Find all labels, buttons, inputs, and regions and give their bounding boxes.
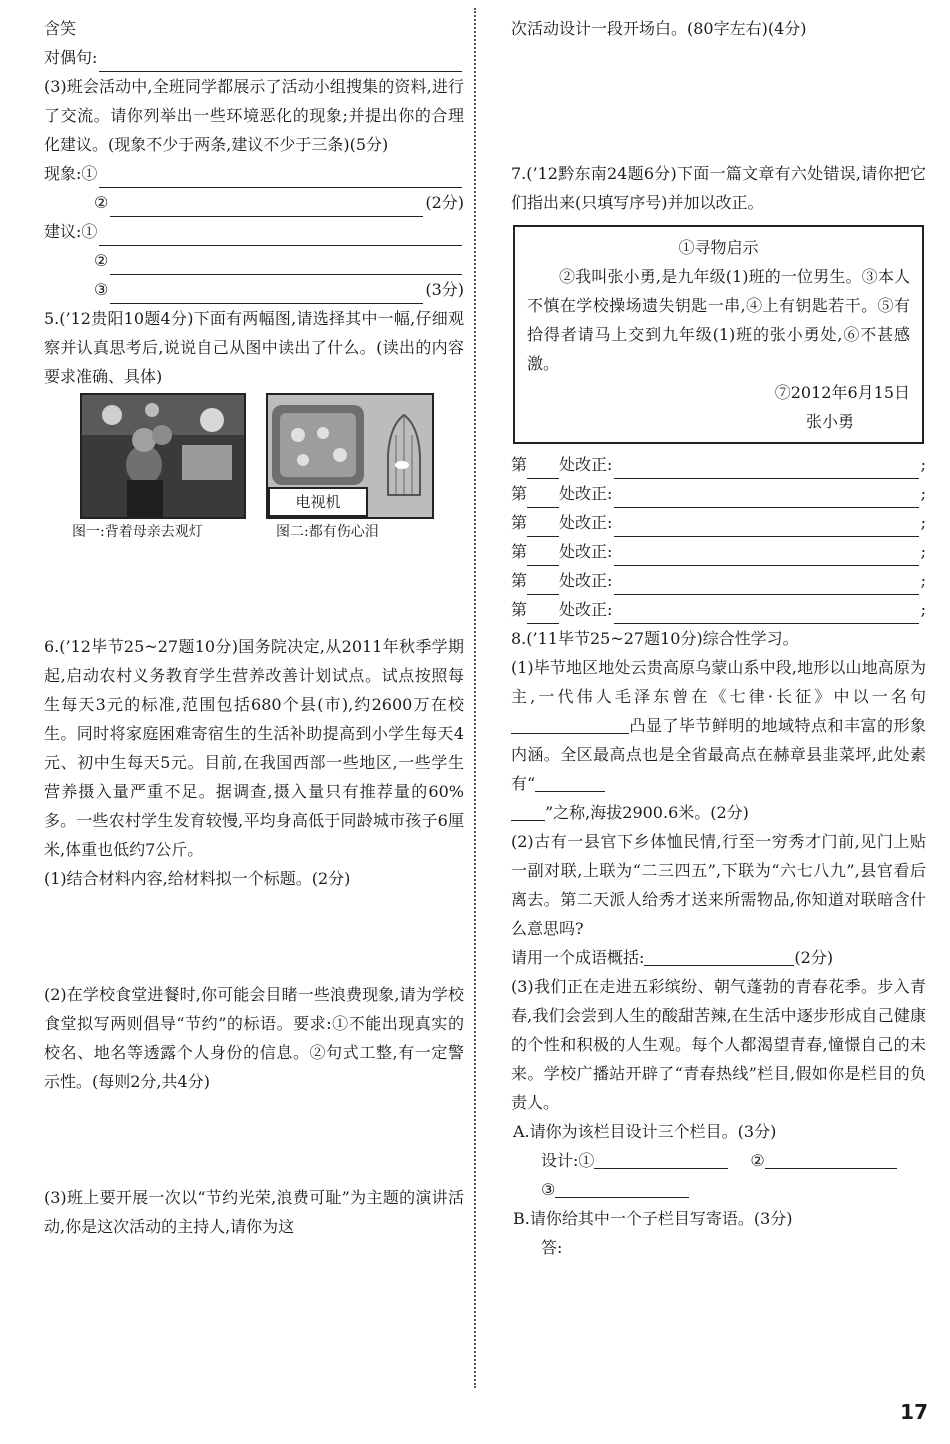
question-6-3-cont: 次活动设计一段开场白。(80字左右)(4分) xyxy=(511,19,807,38)
question-6: 6.(’12毕节25~27题10分)国务院决定,从2011年秋季学期起,启动农村义务教育学生营养改善计划试点。试点按照每生每天3元的标准,范围包括680个县(市),约2600万在校生。同时将家庭困难寄宿生的生活补助提高到小学生每天4元、初中生每天5元。目前,在我国西部一些地区,一些学生营养摄入量严重不足。据调查,摄入量只有推荐量的60%多。一些农村学生发育较慢,平均身高低于同龄城市孩子6厘米,体重也低约7公斤。 xyxy=(44,637,464,859)
correction-blank-4[interactable] xyxy=(614,545,918,566)
question-8-3-b: B.请你给其中一个子栏目写寄语。(3分) xyxy=(513,1209,793,1228)
phenomenon-blank-1[interactable] xyxy=(99,167,462,188)
correction-blank-5[interactable] xyxy=(614,574,918,595)
suggestion-line-3: ③ (3分) xyxy=(44,275,464,304)
correction-line-2: 第 处改正: ; xyxy=(511,479,926,508)
design-blank-3[interactable] xyxy=(555,1177,689,1198)
lost-notice-box xyxy=(513,225,924,444)
picture-2-label: 电视机 xyxy=(268,487,368,517)
picture-pair xyxy=(44,393,464,545)
correction-no-6[interactable] xyxy=(527,603,559,624)
correction-no-5[interactable] xyxy=(527,574,559,595)
right-column xyxy=(511,14,926,1262)
question-6-2: (2)在学校食堂进餐时,你可能会目睹一些浪费现象,请为学校食堂拟写两则倡导“节约”的标语。要求:①不能出现真实的校名、地名等透露个人身份的信息。②句式工整,有一定警示性。(每则2分,共4分) xyxy=(44,985,464,1091)
question-8-3-a: A.请你为该栏目设计三个栏目。(3分) xyxy=(513,1122,777,1141)
column-divider xyxy=(474,8,476,1388)
question-5: 5.(’12贵阳10题4分)下面有两幅图,请选择其中一幅,仔细观察并认真思考后,说说自己从图中读出了什么。(读出的内容要求准确、具体) xyxy=(44,309,464,386)
nickname-blank-b[interactable] xyxy=(511,800,545,821)
design-line-1: 设计:① ② xyxy=(511,1146,926,1175)
notice-title: ①寻物启示 xyxy=(678,238,759,257)
question-8: 8.(’11毕节25~27题10分)综合性学习。 xyxy=(511,629,799,648)
question-8-1: (1)毕节地区地处云贵高原乌蒙山系中段,地形以山地高原为主,一代伟人毛泽东曾在《七律·长征》中以一名句凸显了毕节鲜明的地域特点和丰富的形象内涵。全区最高点也是全省最高点在赫章县韭菜坪,此处素有“ xyxy=(511,658,926,793)
question-8-2: (2)古有一县官下乡体恤民情,行至一穷秀才门前,见门上贴一副对联,上联为“二三四五”,下联为“六七八九”,县官看后离去。第二天派人给秀才送来所需物品,你知道对联暗含什么意思吗? xyxy=(511,832,926,938)
nickname-blank-a[interactable] xyxy=(535,771,605,792)
correction-blank-2[interactable] xyxy=(614,487,918,508)
correction-line-4: 第 处改正: ; xyxy=(511,537,926,566)
question-6-3: (3)班上要开展一次以“节约光荣,浪费可耻”为主题的演讲活动,你是这次活动的主持人,请你为这 xyxy=(44,1188,464,1236)
correction-blank-1[interactable] xyxy=(614,458,918,479)
design-line-2: ③ xyxy=(511,1175,926,1204)
suggestion-blank-2[interactable] xyxy=(110,254,462,275)
correction-no-3[interactable] xyxy=(527,516,559,537)
poem-line-blank[interactable] xyxy=(511,713,629,734)
phenomenon-line-1: 现象:① xyxy=(44,159,464,188)
correction-line-3: 第 处改正: ; xyxy=(511,508,926,537)
picture-1-lantern xyxy=(80,393,246,519)
design-blank-1[interactable] xyxy=(594,1148,728,1169)
notice-body: ②我叫张小勇,是九年级(1)班的一位男生。③本人不慎在学校操场遗失钥匙一串,④上有钥匙若干。⑤有拾得者请马上交到九年级(1)班的张小勇处,⑥不甚感激。 xyxy=(527,267,910,373)
picture-2-tv xyxy=(266,393,434,519)
question-7: 7.(’12黔东南24题6分)下面一篇文章有六处错误,请你把它们指出来(只填写序号)并加以改正。 xyxy=(511,164,926,212)
correction-blank-3[interactable] xyxy=(614,516,918,537)
correction-no-4[interactable] xyxy=(527,545,559,566)
correction-line-6: 第 处改正: ; xyxy=(511,595,926,624)
phenomenon-blank-2[interactable] xyxy=(110,196,423,217)
question-4-3: (3)班会活动中,全班同学都展示了活动小组搜集的资料,进行了交流。请你列举出一些环境恶化的现象;并提出你的合理化建议。(现象不少于两条,建议不少于三条)(5分) xyxy=(44,77,464,154)
correction-line-1: 第 处改正: ; xyxy=(511,450,926,479)
correction-no-1[interactable] xyxy=(527,458,559,479)
duiou-blank[interactable] xyxy=(99,51,462,72)
design-blank-2[interactable] xyxy=(765,1148,897,1169)
duiou-line: 对偶句: xyxy=(44,43,464,72)
idiom-blank[interactable] xyxy=(644,945,794,966)
question-8-1-end: ”之称,海拔2900.6米。(2分) xyxy=(511,798,926,827)
question-6-1: (1)结合材料内容,给材料拟一个标题。(2分) xyxy=(44,869,351,888)
caption-1: 图一:背着母亲去观灯 xyxy=(72,524,203,540)
notice-name: 张小勇 xyxy=(805,412,854,431)
answer-label: 答: xyxy=(541,1238,563,1257)
suggestion-blank-3[interactable] xyxy=(110,283,423,304)
phenomenon-line-2: ② (2分) xyxy=(44,188,464,217)
question-8-3: (3)我们正在走进五彩缤纷、朝气蓬勃的青春花季。步入青春,我们会尝到人生的酸甜苦辣,在生活中逐步形成自己健康的个性和积极的人生观。每个人都渴望青春,憧憬自己的未来。学校广播站开辟了“青春热线”栏目,假如你是栏目的负责人。 xyxy=(511,977,926,1112)
notice-date: ⑦2012年6月15日 xyxy=(774,383,910,402)
caption-2: 图二:都有伤心泪 xyxy=(276,524,379,540)
correction-line-5: 第 处改正: ; xyxy=(511,566,926,595)
suggestion-blank-1[interactable] xyxy=(99,225,462,246)
correction-no-2[interactable] xyxy=(527,487,559,508)
page-number: 17 xyxy=(900,1400,928,1424)
suggestion-line-1: 建议:① xyxy=(44,217,464,246)
left-column xyxy=(44,14,464,1241)
text-hanxiao: 含笑 xyxy=(44,19,77,38)
correction-blank-6[interactable] xyxy=(614,603,918,624)
question-8-2-answer: 请用一个成语概括: (2分) xyxy=(511,943,926,972)
suggestion-line-2: ② xyxy=(44,246,464,275)
